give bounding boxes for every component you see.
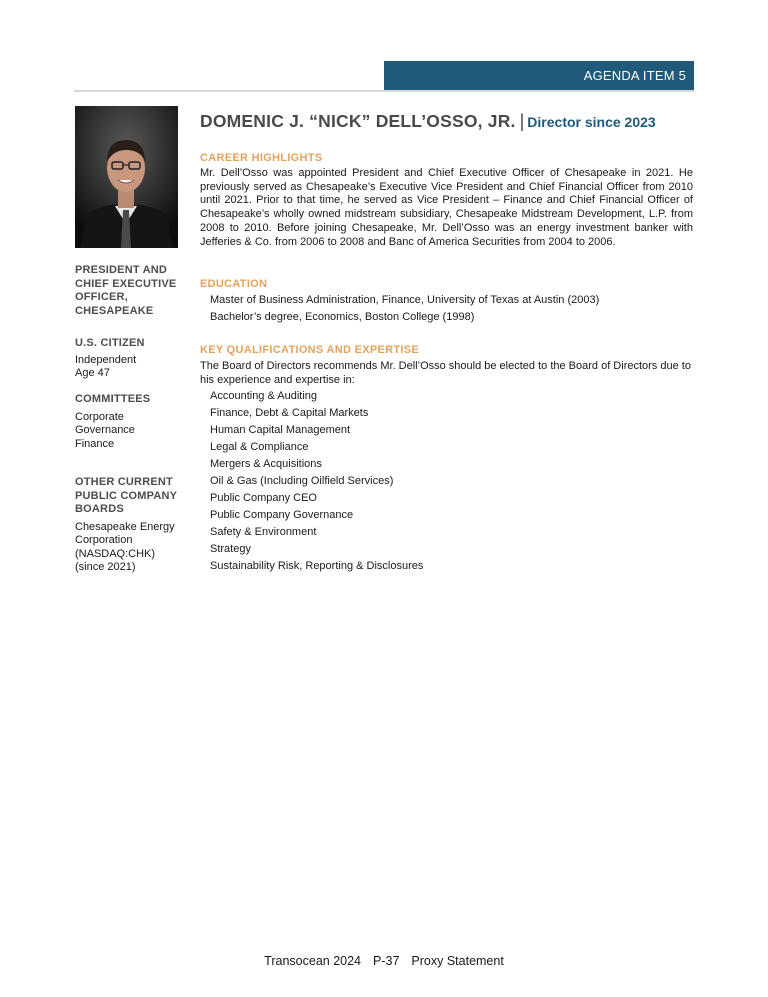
sidebar-title-block [75,264,190,318]
qualification-item: Human Capital Management [210,424,351,436]
footer-page-number: P-37 [373,954,400,968]
director-name-line [200,111,656,132]
qualification-item: Legal & Compliance [210,441,309,453]
sidebar-committees-block [75,393,190,451]
qualification-item: Safety & Environment [210,526,317,538]
citizenship: U.S. CITIZEN [75,337,145,349]
header-divider [74,90,694,92]
career-heading: CAREER HIGHLIGHTS [200,152,323,164]
qualification-item: Public Company CEO [210,492,317,504]
qualification-item: Mergers & Acquisitions [210,458,322,470]
qualification-item: Oil & Gas (Including Oilfield Services) [210,475,394,487]
qualification-item: Finance, Debt & Capital Markets [210,407,369,419]
agenda-item-label: AGENDA ITEM 5 [583,68,686,83]
boards-heading: OTHER CURRENT PUBLIC COMPANY BOARDS [75,476,178,515]
agenda-item-banner [384,61,694,90]
director-name: DOMENIC J. “NICK” DELL’OSSO, JR. [200,111,516,131]
career-text: Mr. Dell’Osso was appointed President and Chief Executive Officer of Chesapeake in 2021. He previously served as Chesapeake’s Executive Vice President and Chief Financial Officer from 2010 until 2021. Prior to that time, he served as Vice President – Finance and Chief Financial Officer of Chesapeake’s wholly owned midstream subsidiary, Chesapeake Midstream Development, L.P. from 2008 to 2010. Before joining Chesapeake, Mr. Dell’Osso was an energy investment banker with Jefferies & Co. from 2006 to 2008 and Banc of America Securities from 2004 to 2006. [200,167,693,248]
qualification-item: Strategy [210,543,251,555]
board-item: Chesapeake Energy Corporation (NASDAQ:CHK) (since 2021) [75,520,175,573]
footer-document: Proxy Statement [411,954,504,968]
director-age: Age 47 [75,367,110,379]
director-since: Director since 2023 [527,114,656,130]
sidebar-boards-block [75,476,190,575]
director-portrait [75,106,178,248]
footer-company: Transocean 2024 [264,954,361,968]
director-position: PRESIDENT AND CHIEF EXECUTIVE OFFICER, CHESAPEAKE [75,264,177,317]
independence-status: Independent [75,353,137,366]
education-item: Bachelor’s degree, Economics, Boston College (1998) [210,311,475,323]
qualification-item: Sustainability Risk, Reporting & Disclosures [210,560,424,572]
qualifications-heading: KEY QUALIFICATIONS AND EXPERTISE [200,344,420,356]
committees-heading: COMMITTEES [75,393,151,405]
committee-item: Corporate Governance [75,410,135,436]
education-item: Master of Business Administration, Finance, University of Texas at Austin (2003) [210,294,600,306]
name-separator: | [519,111,525,131]
qualifications-intro: The Board of Directors recommends Mr. Dell’Osso should be elected to the Board of Directors due to his experience and expertise in: [200,360,691,386]
education-list [210,292,599,326]
qualifications-list [210,388,423,575]
page-footer [0,954,768,968]
qualification-item: Public Company Governance [210,509,354,521]
qualification-item: Accounting & Auditing [210,390,318,402]
sidebar-citizenship-block [75,337,190,381]
committee-item: Finance [75,437,115,450]
education-heading: EDUCATION [200,278,268,290]
